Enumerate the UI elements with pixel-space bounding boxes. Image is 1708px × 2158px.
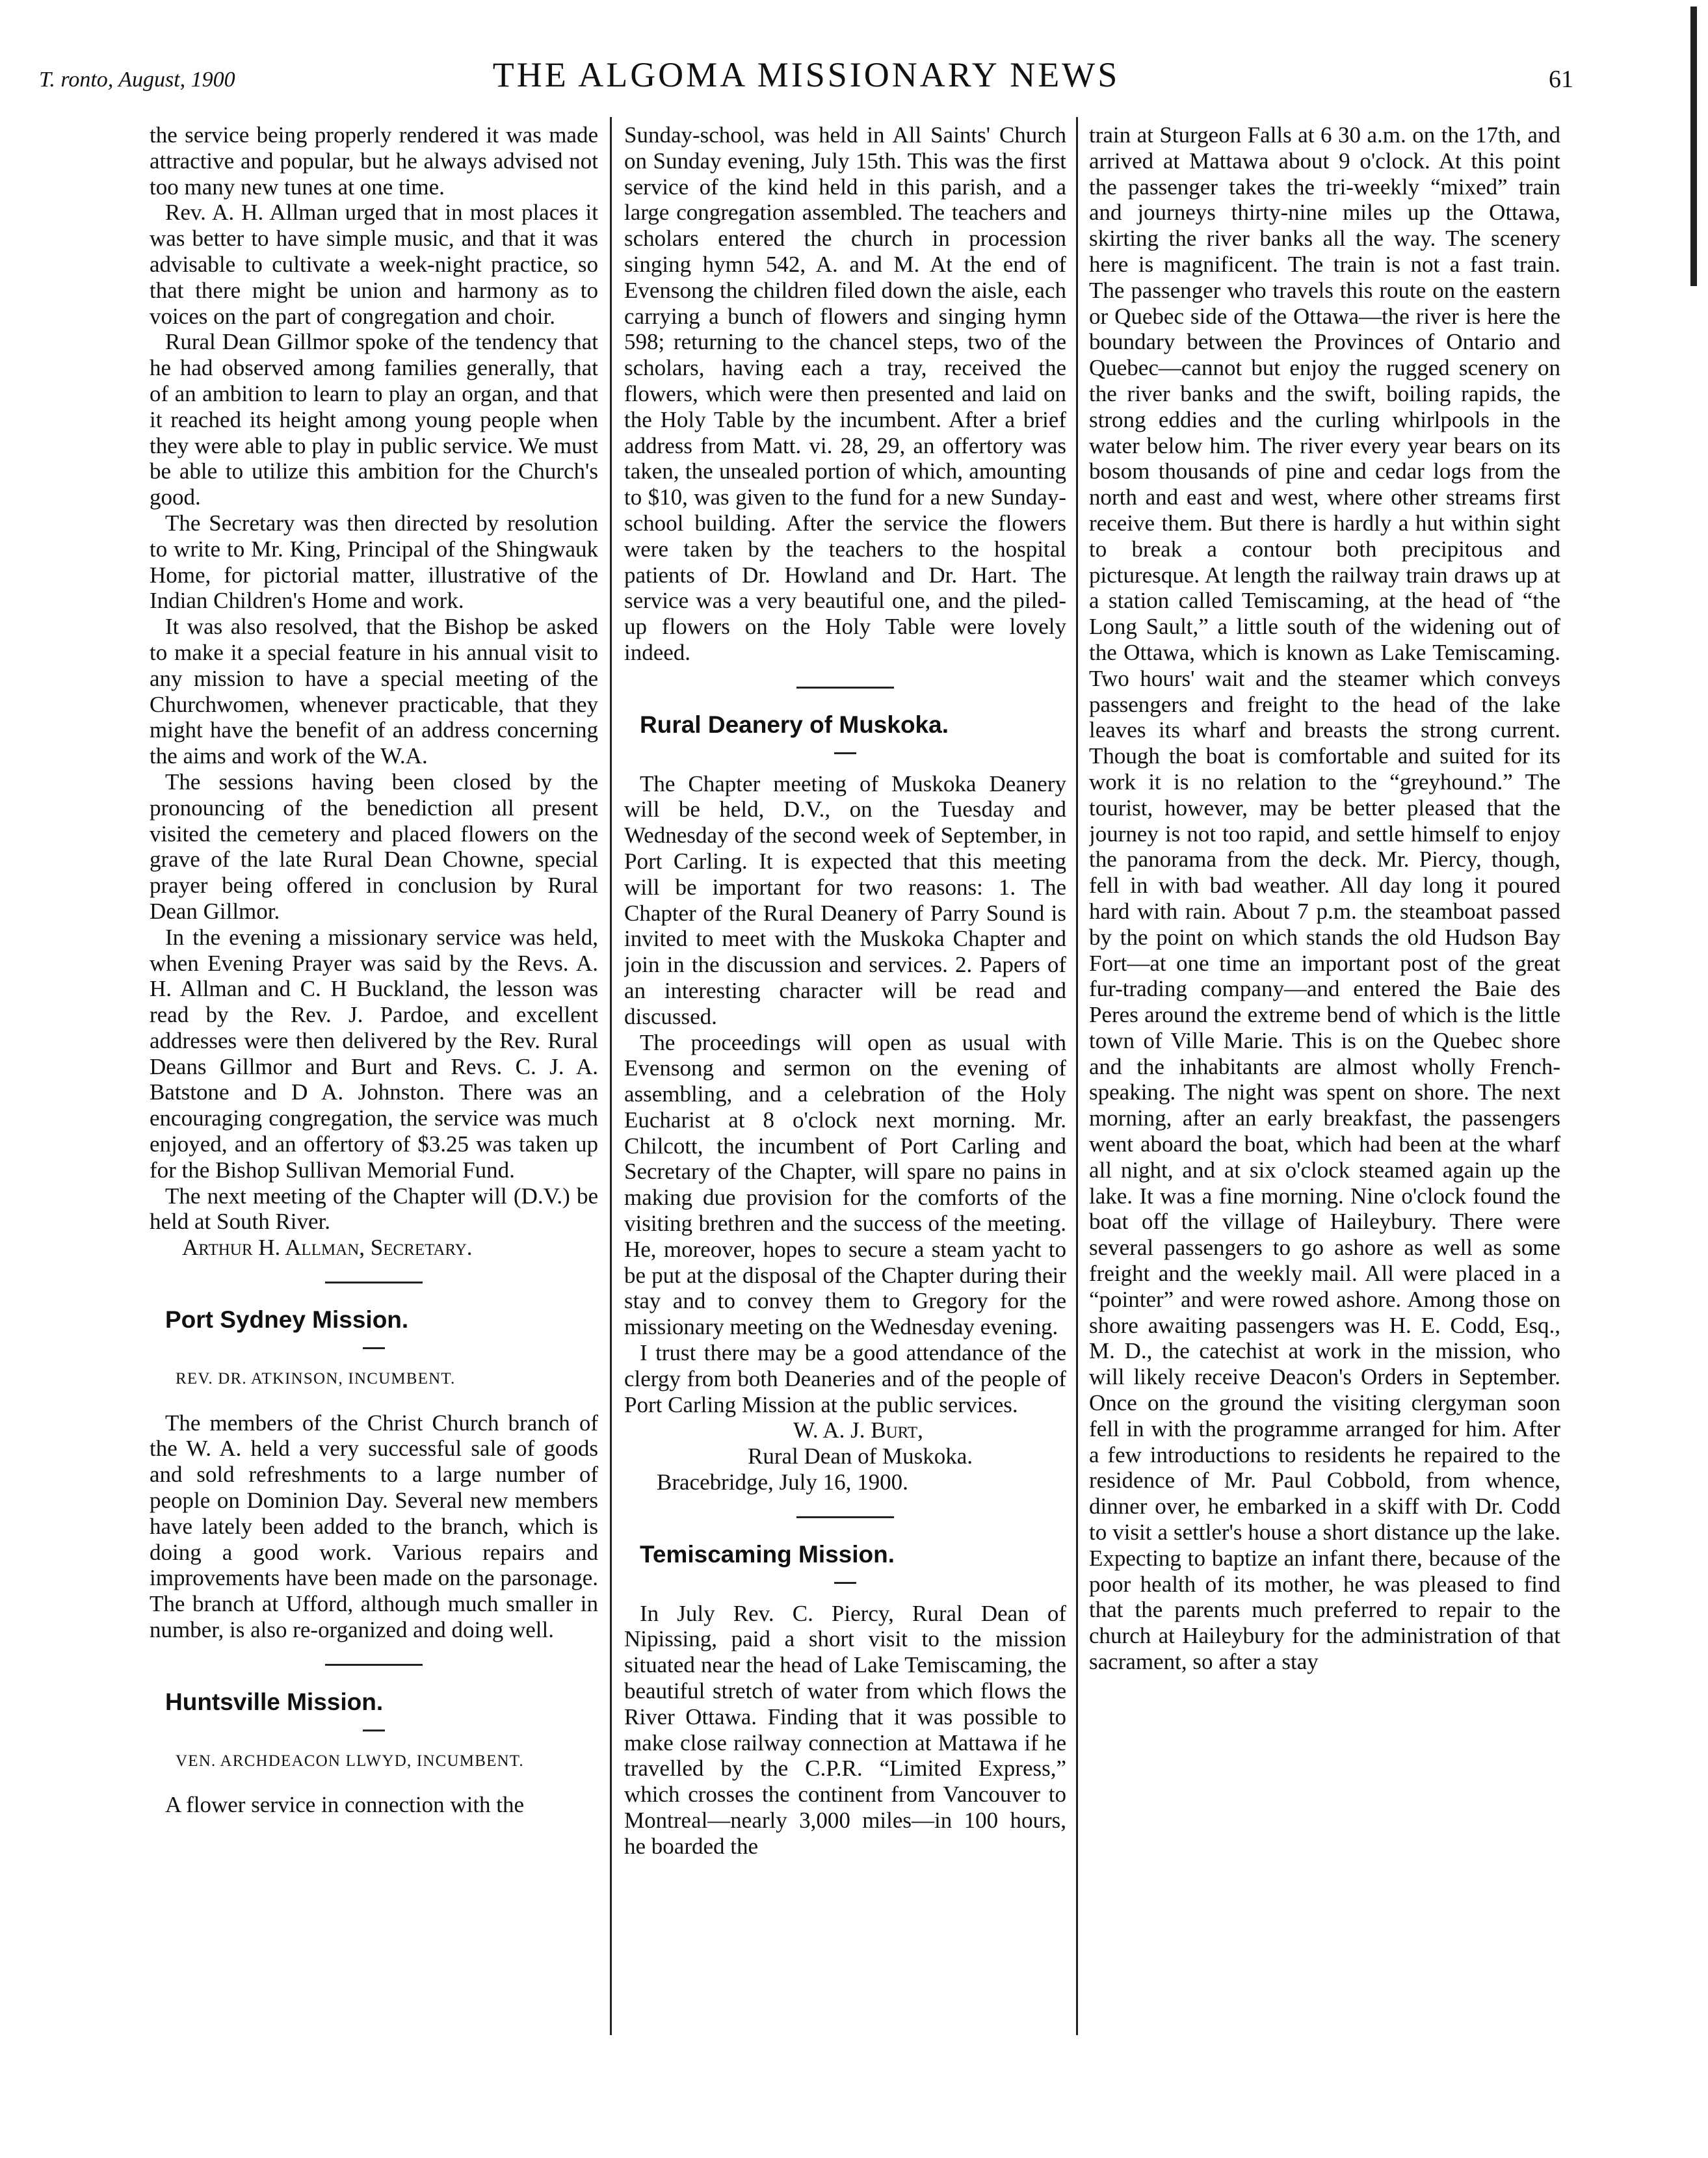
column-rule-2 bbox=[1076, 117, 1078, 2035]
heading-dash bbox=[363, 1347, 385, 1349]
signature-name: W. A. J. Burt, bbox=[793, 1417, 923, 1443]
section-heading-temiscaming: Temiscaming Mission. bbox=[640, 1540, 895, 1568]
signature-title: Rural Dean of Muskoka. bbox=[748, 1443, 973, 1469]
heading-dash bbox=[363, 1730, 385, 1731]
paragraph: The next meeting of the Chapter will (D.V.) be held at South River. bbox=[150, 1183, 598, 1235]
paragraph: Sunday-school, was held in All Saints' Church on Sunday evening, July 15th. This was the first service of the kind held in this parish, and a large congregation assembled. The teachers and scholars entered the church in procession singing hymn 542, A. and M. At the end of Evensong the children filed down the aisle, each carrying a bunch of flowers and singing hymn 598; returning to the chancel steps, two of the scholars, having each a tray, received the flowers, which were then presented and laid on the Holy Table by the incumbent. After a brief address from Matt. vi. 28, 29, an offertory was taken, the unsealed portion of which, amounting to $10, was given to the fund for a new Sunday-school building. After the service the flowers were taken by the teachers to the hospital patients of Dr. Howland and Dr. Hart. The service was a very beautiful one, and the piled-up flowers on the Holy Table were lovely indeed. bbox=[624, 122, 1066, 665]
paragraph: It was also resolved, that the Bishop be asked to make it a special feature in his annual visit to any mission to have a special meeting of the Churchwomen, whenever practicable, that they might have the benefit of an address concerning the aims and work of the W.A. bbox=[150, 614, 598, 769]
section-heading-rural-deanery: Rural Deanery of Muskoka. bbox=[640, 711, 949, 738]
column-1 bbox=[150, 122, 598, 2073]
paragraph: Rural Dean Gillmor spoke of the tendency that he had observed among families generally, that of an ambition to learn to play an organ, and that it reached its height among young people when they were able to play in public service. We must be able to utilize this ambition for the Church's good. bbox=[150, 329, 598, 510]
incumbent-line: REV. DR. ATKINSON, INCUMBENT. bbox=[176, 1369, 456, 1388]
section-separator bbox=[796, 687, 894, 689]
signature: Arthur H. Allman, Secretary. bbox=[182, 1235, 473, 1261]
paragraph: In July Rev. C. Piercy, Rural Dean of Nipissing, paid a short visit to the mission situated near the head of Lake Temiscaming, the beautiful stretch of water from which flows the River Ottawa. Finding that it was possible to make close railway connection at Mattawa if he travelled by the C.P.R. “Limited Express,” which crosses the continent from Vancouver to Montreal—nearly 3,000 miles—in 100 hours, he boarded the bbox=[624, 1600, 1066, 1859]
paragraph: The proceedings will open as usual with Evensong and sermon on the evening of assembling, and a celebration of the Holy Eucharist at 8 o'clock next morning. Mr. Chilcott, the incumbent of Port Carling and Secretary of the Chapter, will spare no pains in making due provision for the comforts of the visiting brethren and the success of the meeting. He, moreover, hopes to secure a steam yacht to be put at the disposal of the Chapter during their stay and to convey them to Gregory for the missionary meeting on the Wednesday evening. bbox=[624, 1029, 1066, 1340]
column-rule-1 bbox=[610, 117, 612, 2035]
newspaper-title: THE ALGOMA MISSIONARY NEWS bbox=[492, 55, 1120, 94]
scan-edge-mark bbox=[1690, 7, 1697, 286]
heading-dash bbox=[834, 1582, 856, 1584]
column-3 bbox=[1089, 122, 1560, 2073]
paragraph: Rev. A. H. Allman urged that in most places it was better to have simple music, and that it was advisable to cultivate a week-night practice, so that there might be union and harmony as to voices on the part of congregation and choir. bbox=[150, 200, 598, 329]
paragraph: A flower service in connection with the bbox=[165, 1792, 525, 1818]
paragraph: In the evening a missionary service was held, when Evening Prayer was said by the Revs. A. H. Allman and C. H Buckland, the lesson was read by the Rev. J. Pardoe, and excellent addresses were then delivered by the Rev. Rural Deans Gillmor and Burt and Revs. C. J. A. Batstone and D A. Johnston. There was an encouraging congregation, the service was much enjoyed, and an offertory of $3.25 was taken up for the Bishop Sullivan Memorial Fund. bbox=[150, 924, 598, 1183]
section-separator bbox=[325, 1282, 423, 1283]
paragraph: the service being properly rendered it was made attractive and popular, but he always advised not too many new tunes at one time. bbox=[150, 122, 598, 200]
header-dateline: T. ronto, August, 1900 bbox=[39, 68, 235, 92]
column-2 bbox=[624, 122, 1066, 2073]
paragraph: train at Sturgeon Falls at 6 30 a.m. on the 17th, and arrived at Mattawa about 9 o'clock. At this point the passenger takes the tri-weekly “mixed” train and journeys thirty-nine miles up the Ottawa, skirting the river banks all the way. The scenery here is magnificent. The train is not a fast train. The passenger who travels this route on the eastern or Quebec side of the Ottawa—the river is here the boundary between the Provinces of Ontario and Quebec—cannot but enjoy the rugged scenery on the river banks and the swift, boiling rapids, the strong eddies and the curling whirlpools in the water below him. The river every year bears on its bosom thousands of pine and cedar logs from the north and east and west, where other streams first receive them. But there is hardly a hut within sight to break a contour both precipitous and picturesque. At length the railway train draws up at a station called Temiscaming, at the head of “the Long Sault,” a little south of the widening out of the Ottawa, which is known as Lake Temiscaming. Two hours' wait and the steamer which conveys passengers and freight to the head of the lake leaves its wharf and breasts the strong current. Though the boat is comfortable and suited for its work it is no relation to the “greyhound.” The tourist, however, may be better pleased that the journey is not too rapid, and settle himself to enjoy the panorama from the deck. Mr. Piercy, though, fell in with bad weather. All day long it poured hard with rain. About 7 p.m. the steamboat passed by the point on which stands the old Hudson Bay Fort—at one time an important post of the great fur-trading company—and entered the Baie des Peres around the extreme bend of which is the little town of Ville Marie. This is on the Quebec shore and the inhabitants are almost wholly French-speaking. The night was spent on shore. The next morning, after an early breakfast, the passengers went aboard the boat, which had been at the wharf all night, and at six o'clock steamed again up the lake. It was a fine morning. Nine o'clock found the boat off the village of Haileybury. There were several passengers to go ashore as well as some freight and the weekly mail. All were placed in a “pointer” and were rowed ashore. Among those on shore awaiting passengers was H. E. Codd, Esq., M. D., the catechist at work in the mission, who will likely receive Deacon's Orders in September. Once on the ground the visiting clergyman soon fell in with the programme arranged for him. After a few introductions to residents he repaired to the residence of Mr. Paul Cobbold, from whence, dinner over, he embarked in a skiff with Dr. Codd to visit a settler's house a short distance up the lake. Expecting to baptize an infant there, because of the poor health of its mother, he was pleased to find that the parents much preferred to repair to the church at Haileybury for the administration of that sacrament, so after a stay bbox=[1089, 122, 1560, 1675]
section-separator bbox=[796, 1516, 894, 1518]
paragraph: I trust there may be a good attendance of the clergy from both Deaneries and of the people of Port Carling Mission at the public services. bbox=[624, 1340, 1066, 1417]
section-heading-port-sydney: Port Sydney Mission. bbox=[165, 1306, 409, 1334]
section-separator bbox=[325, 1664, 423, 1666]
paragraph: The Secretary was then directed by resolution to write to Mr. King, Principal of the Shingwauk Home, for pictorial matter, illustrative of the Indian Children's Home and work. bbox=[150, 510, 598, 614]
paragraph: The sessions having been closed by the pronouncing of the benediction all present visited the cemetery and placed flowers on the grave of the late Rural Dean Chowne, special prayer being offered in conclusion by Rural Dean Gillmor. bbox=[150, 769, 598, 924]
section-heading-huntsville: Huntsville Mission. bbox=[165, 1688, 384, 1715]
paragraph: The Chapter meeting of Muskoka Deanery will be held, D.V., on the Tuesday and Wednesday of the second week of September, in Port Carling. It is expected that this meeting will be important for two reasons: 1. The Chapter of the Rural Deanery of Parry Sound is invited to meet with the Muskoka Chapter and join in the discussion and services. 2. Papers of an interesting character will be read and discussed. bbox=[624, 770, 1066, 1029]
heading-dash bbox=[834, 752, 856, 754]
page-header bbox=[39, 55, 1573, 100]
page-number: 61 bbox=[1549, 66, 1573, 93]
signature-place-date: Bracebridge, July 16, 1900. bbox=[657, 1469, 908, 1495]
incumbent-line: VEN. ARCHDEACON LLWYD, INCUMBENT. bbox=[176, 1752, 524, 1770]
paragraph: The members of the Christ Church branch of the W. A. held a very successful sale of goods and sold refreshments to a large number of people on Dominion Day. Several new members have lately been added to the branch, which is doing a good work. Various repairs and improvements have been made on the parsonage. The branch at Ufford, although much smaller in number, is also re-organized and doing well. bbox=[150, 1410, 598, 1643]
